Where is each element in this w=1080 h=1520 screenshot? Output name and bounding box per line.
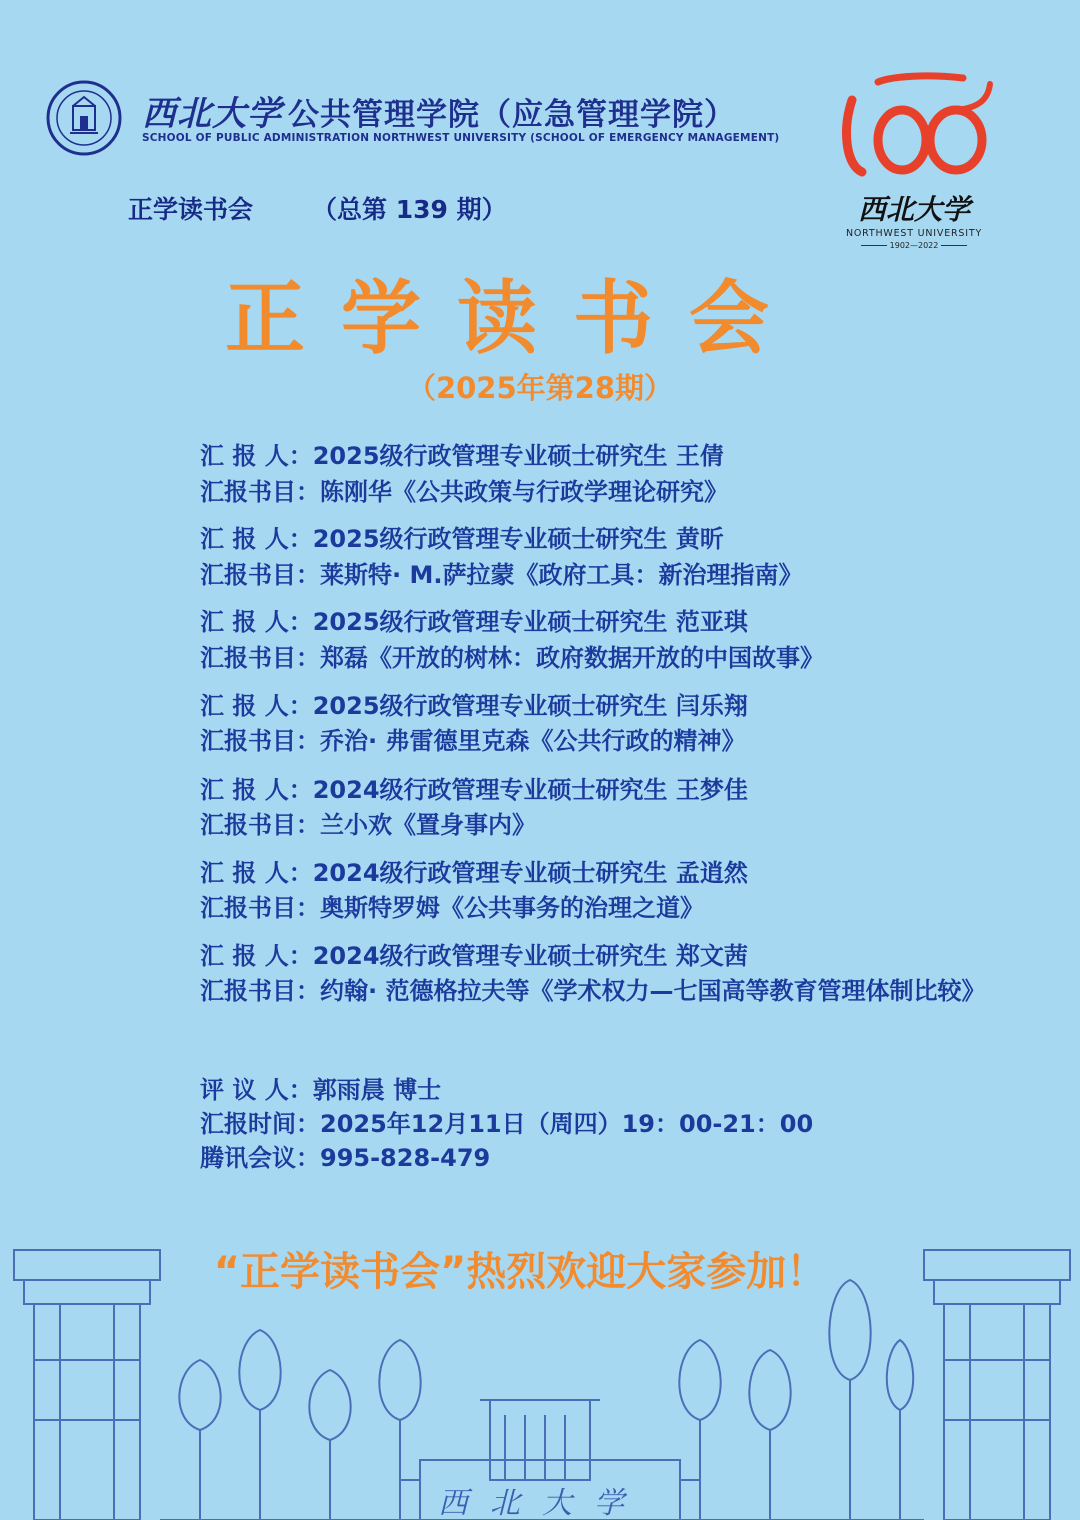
school-name-text: 公共管理学院（应急管理学院） bbox=[288, 97, 736, 133]
time-label: 汇报时间： bbox=[200, 1110, 320, 1138]
book-value: 陈刚华《公共政策与行政学理论研究》 bbox=[320, 478, 728, 506]
book-value: 莱斯特· M.萨拉蒙《政府工具：新治理指南》 bbox=[320, 561, 803, 589]
book-label: 汇报书目： bbox=[200, 478, 320, 506]
reporter-value: 2024级行政管理专业硕士研究生 孟逍然 bbox=[312, 859, 748, 887]
entry-4-reporter bbox=[200, 686, 748, 721]
time-value: 2025年12月11日（周四）19：00-21：00 bbox=[320, 1110, 814, 1138]
reporter-label: 汇 报 人： bbox=[200, 942, 313, 970]
book-value: 乔治· 弗雷德里克森《公共行政的精神》 bbox=[320, 727, 746, 755]
centennial-logo-icon bbox=[838, 70, 998, 180]
page-title: 正学读书会 bbox=[225, 272, 805, 365]
entry-5-reporter bbox=[200, 770, 748, 805]
reporter-value: 2024级行政管理专业硕士研究生 郑文茜 bbox=[312, 942, 748, 970]
book-label: 汇报书目： bbox=[200, 644, 320, 672]
years-end: 2022 bbox=[918, 241, 939, 250]
book-label: 汇报书目： bbox=[200, 561, 320, 589]
school-name bbox=[142, 86, 736, 135]
book-label: 汇报书目： bbox=[200, 894, 320, 922]
years-start: 1902 bbox=[889, 241, 910, 250]
commentator-line bbox=[200, 1070, 441, 1105]
reporter-label: 汇 报 人： bbox=[200, 692, 313, 720]
reporter-label: 汇 报 人： bbox=[200, 525, 313, 553]
reporter-value: 2025级行政管理专业硕士研究生 王倩 bbox=[312, 442, 724, 470]
centennial-logo-name-en: NORTHWEST UNIVERSITY bbox=[845, 228, 983, 239]
book-value: 兰小欢《置身事内》 bbox=[320, 811, 536, 839]
book-value: 奥斯特罗姆《公共事务的治理之道》 bbox=[320, 894, 704, 922]
issue-subtitle: （2025年第28期） bbox=[406, 371, 674, 405]
entry-2-book bbox=[200, 555, 802, 590]
series-issue: （总第 139 期） bbox=[312, 195, 507, 224]
welcome-slogan: “正学读书会”热烈欢迎大家参加！ bbox=[213, 1249, 827, 1295]
entry-3-book bbox=[200, 638, 824, 673]
meeting-id: 995-828-479 bbox=[320, 1144, 491, 1172]
book-label: 汇报书目： bbox=[200, 811, 320, 839]
book-label: 汇报书目： bbox=[200, 977, 320, 1005]
reporter-label: 汇 报 人： bbox=[200, 776, 313, 804]
reporter-label: 汇 报 人： bbox=[200, 608, 313, 636]
book-value: 约翰· 范德格拉夫等《学术权力—七国高等教育管理体制比较》 bbox=[320, 977, 986, 1005]
campus-gate-illustration bbox=[0, 1180, 1080, 1520]
entry-1-reporter bbox=[200, 436, 724, 471]
reporter-value: 2025级行政管理专业硕士研究生 黄昕 bbox=[312, 525, 724, 553]
entry-1-book bbox=[200, 472, 728, 507]
university-brand: 西北大学 bbox=[142, 94, 282, 134]
gate-sign: 西北大学 bbox=[438, 1486, 646, 1520]
entry-6-reporter bbox=[200, 853, 748, 888]
commentator-label: 评 议 人： bbox=[200, 1076, 313, 1104]
entry-5-book bbox=[200, 805, 536, 840]
book-label: 汇报书目： bbox=[200, 727, 320, 755]
book-value: 郑磊《开放的树林：政府数据开放的中国故事》 bbox=[320, 644, 824, 672]
entry-2-reporter bbox=[200, 519, 724, 554]
commentator-value: 郭雨晨 博士 bbox=[312, 1076, 442, 1104]
reporter-label: 汇 报 人： bbox=[200, 442, 313, 470]
entry-6-book bbox=[200, 888, 704, 923]
centennial-logo-name: 西北大学 bbox=[857, 193, 970, 226]
reporter-value: 2025级行政管理专业硕士研究生 闫乐翔 bbox=[312, 692, 748, 720]
entry-7-book bbox=[200, 971, 985, 1006]
meeting-label: 腾讯会议： bbox=[200, 1144, 320, 1172]
school-name-en: SCHOOL OF PUBLIC ADMINISTRATION NORTHWEST UNIVERSITY (SCHOOL OF EMERGENCY MANAGEMENT) bbox=[142, 132, 780, 144]
reporter-label: 汇 报 人： bbox=[200, 859, 313, 887]
reporter-value: 2024级行政管理专业硕士研究生 王梦佳 bbox=[312, 776, 748, 804]
centennial-logo-years: 1902—2022 bbox=[838, 241, 990, 250]
entry-7-reporter bbox=[200, 936, 748, 971]
meeting-line bbox=[200, 1138, 490, 1173]
university-seal-icon bbox=[46, 80, 122, 156]
entry-4-book bbox=[200, 721, 745, 756]
series-label: 正学读书会 bbox=[128, 195, 254, 224]
entry-3-reporter bbox=[200, 602, 748, 637]
time-line bbox=[200, 1104, 813, 1139]
reporter-value: 2025级行政管理专业硕士研究生 范亚琪 bbox=[312, 608, 748, 636]
